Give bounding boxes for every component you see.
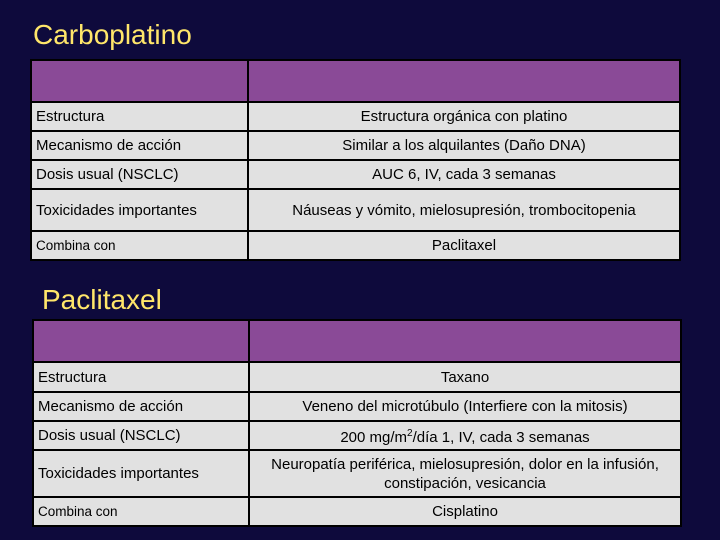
paclitaxel-table <box>32 319 682 527</box>
row-value: Neuropatía periférica, mielosupresión, dolor en la infusión, constipación, vesicancia <box>249 450 681 497</box>
table-row <box>31 102 680 131</box>
header-cell <box>31 60 248 102</box>
row-label: Estructura <box>31 102 248 131</box>
paclitaxel-title: Paclitaxel <box>42 284 162 315</box>
table-row <box>33 392 681 421</box>
dose-suffix: /día 1, IV, cada 3 semanas <box>412 429 590 446</box>
row-label: Estructura <box>33 362 249 392</box>
row-value: Náuseas y vómito, mielosupresión, trombocitopenia <box>248 189 680 231</box>
row-label: Toxicidades importantes <box>31 189 248 231</box>
row-value: Cisplatino <box>249 497 681 526</box>
carboplatino-table <box>30 59 681 261</box>
table-header-row <box>33 320 681 362</box>
table-row <box>31 160 680 189</box>
dose-prefix: 200 mg/m <box>340 429 408 446</box>
row-value: Paclitaxel <box>248 231 680 260</box>
carboplatino-title: Carboplatino <box>33 19 192 50</box>
table-row <box>31 189 680 231</box>
row-value: Taxano <box>249 362 681 392</box>
table-row <box>33 497 681 526</box>
table-row <box>31 231 680 260</box>
table-row <box>31 131 680 160</box>
row-label: Mecanismo de acción <box>33 392 249 421</box>
header-cell <box>248 60 680 102</box>
table-row <box>33 450 681 497</box>
table-row <box>33 421 681 450</box>
row-value: Similar a los alquilantes (Daño DNA) <box>248 131 680 160</box>
header-cell <box>33 320 249 362</box>
row-label: Combina con <box>33 497 249 526</box>
row-label: Dosis usual (NSCLC) <box>31 160 248 189</box>
row-value: Veneno del microtúbulo (Interfiere con la mitosis) <box>249 392 681 421</box>
row-value: Estructura orgánica con platino <box>248 102 680 131</box>
row-label: Mecanismo de acción <box>31 131 248 160</box>
table-row <box>33 362 681 392</box>
row-value <box>249 421 681 450</box>
row-label: Dosis usual (NSCLC) <box>33 421 249 450</box>
row-label: Toxicidades importantes <box>33 450 249 497</box>
table-header-row <box>31 60 680 102</box>
dose-exponent: 2 <box>407 428 413 439</box>
row-value: AUC 6, IV, cada 3 semanas <box>248 160 680 189</box>
row-label: Combina con <box>31 231 248 260</box>
header-cell <box>249 320 681 362</box>
